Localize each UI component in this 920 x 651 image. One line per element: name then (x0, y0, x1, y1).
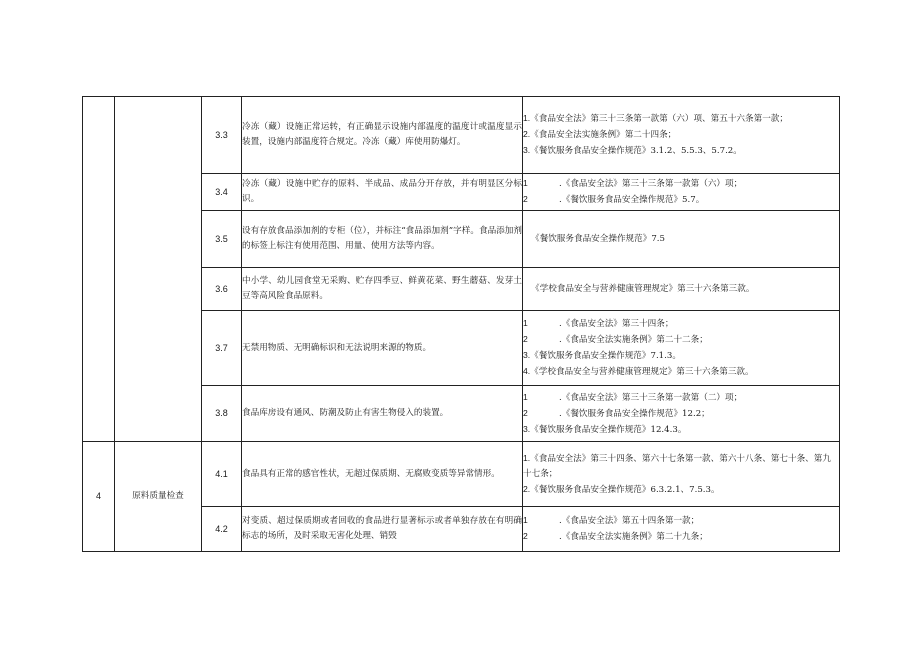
item-number: 3.3 (202, 97, 242, 174)
item-number: 3.7 (202, 311, 242, 386)
basis-line: 1.《食品安全法》第三十四条、第六十七条第一款、第六十八条、第七十条、第九十七条； (523, 452, 831, 479)
item-number: 3.8 (202, 386, 242, 442)
requirement-cell: 无禁用物质、无明确标识和无法说明来源的物质。 (242, 311, 523, 386)
legal-basis-cell (523, 386, 840, 442)
basis-line: 2 .《食品安全法实施条例》第二十二条； (523, 334, 708, 345)
item-number: 4.1 (202, 442, 242, 507)
requirement-cell: 中小学、幼儿园食堂无采购、贮存四季豆、鲜黄花菜、野生蘑菇、发芽土豆等高风险食品原料。 (242, 268, 523, 311)
requirement-cell: 冷冻（藏）设施正常运转，有正确显示设施内部温度的温度计或温度显示装置，设施内部温度符合规定。冷冻（藏）库使用防爆灯。 (242, 97, 523, 174)
legal-basis-cell (523, 174, 840, 211)
legal-basis-cell (523, 442, 840, 507)
basis-line: 3.《餐饮服务食品安全操作规范》12.4.3。 (523, 423, 687, 435)
basis-line: 2 .《餐饮服务食品安全操作规范》5.7。 (523, 194, 705, 205)
basis-line: 2 .《餐饮服务食品安全操作规范》12.2； (523, 407, 710, 419)
legal-basis-cell (523, 211, 840, 268)
item-number: 3.6 (202, 268, 242, 311)
category-cell (115, 97, 202, 442)
basis-line: 2.《食品安全法实施条例》第二十四条； (523, 129, 677, 140)
index-cell (83, 97, 115, 442)
basis-line: 1 .《食品安全法》第三十三条第一款第（六）项； (523, 178, 743, 189)
regulation-table (82, 96, 840, 552)
index-cell: 4 (83, 442, 115, 552)
item-number: 3.4 (202, 174, 242, 211)
basis-line: 1 .《食品安全法》第三十四条； (523, 318, 674, 329)
basis-line: 4.《学校食品安全与营养健康管理规定》第三十六条第三款。 (523, 366, 754, 377)
basis-line: 2.《餐饮服务食品安全操作规范》6.3.2.1、7.5.3。 (523, 483, 720, 495)
basis-line: 3.《餐饮服务食品安全操作规范》3.1.2、5.5.3、5.7.2。 (523, 145, 742, 156)
basis-line: 1 .《食品安全法》第三十三条第一款第（二）项； (523, 391, 743, 403)
requirement-cell: 食品具有正常的感官性状，无超过保质期、无腐败变质等异常情形。 (242, 442, 523, 507)
table-row (83, 97, 840, 174)
basis-line: 1.《食品安全法》第三十三条第一款第（六）项、第五十六条第一款； (523, 113, 788, 124)
table-row (83, 442, 840, 507)
legal-basis-cell (523, 311, 840, 386)
requirement-cell: 冷冻（藏）设施中贮存的原料、半成品、成品分开存放，并有明显区分标识。 (242, 174, 523, 211)
basis-line: 《餐饮服务食品安全操作规范》7.5 (531, 233, 665, 244)
requirement-cell: 对变质、超过保质期或者回收的食品进行显著标示或者单独存放在有明确标志的场所，及时采取无害化处理、销毁 (242, 507, 523, 552)
basis-line: 《学校食品安全与营养健康管理规定》第三十六条第三款。 (531, 283, 755, 294)
legal-basis-cell (523, 507, 840, 552)
item-number: 3.5 (202, 211, 242, 268)
basis-line: 2 .《食品安全法实施条例》第二十九条； (523, 531, 708, 542)
category-cell: 原料质量检查 (115, 442, 202, 552)
basis-line: 3.《餐饮服务食品安全操作规范》7.1.3。 (523, 350, 681, 361)
basis-line: 1 .《食品安全法》第五十四条第一款； (523, 515, 700, 526)
legal-basis-cell (523, 97, 840, 174)
item-number: 4.2 (202, 507, 242, 552)
requirement-cell: 设有存放食品添加剂的专柜（位），并标注“食品添加剂”字样。食品添加剂的标签上标注有使用范围、用量、使用方法等内容。 (242, 211, 523, 268)
requirement-cell: 食品库房设有通风、防潮及防止有害生物侵入的装置。 (242, 386, 523, 442)
legal-basis-cell (523, 268, 840, 311)
